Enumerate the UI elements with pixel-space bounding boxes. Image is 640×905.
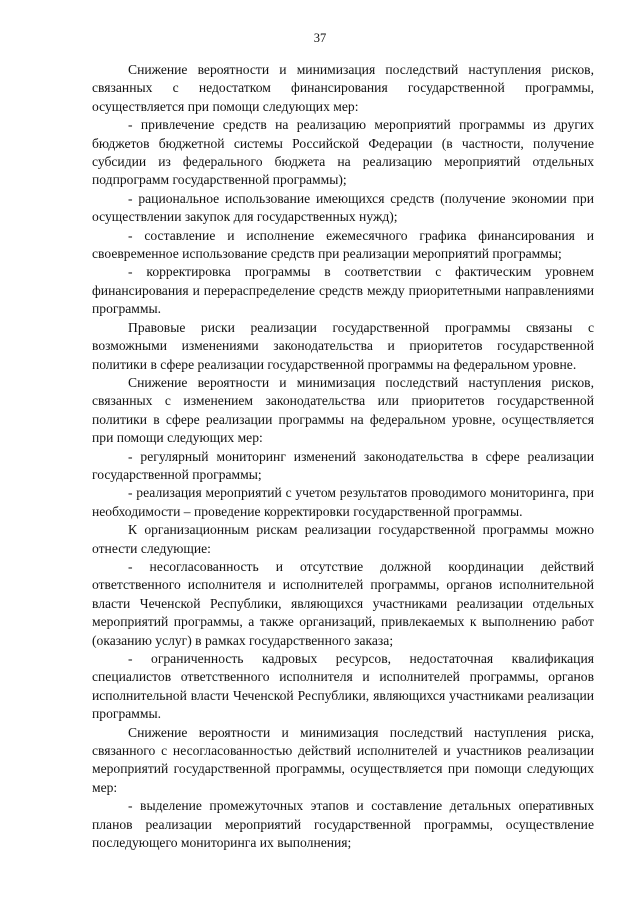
paragraph: Снижение вероятности и минимизация последствий наступления рисков, связанных с изменением законодательства или приоритетов государственной политики в сфере реализации программы на федеральном уровне, осуществляется при помощи следующих мер: (92, 374, 594, 446)
paragraph: Правовые риски реализации государственной программы связаны с возможными изменениями законодательства и приоритетов государственной политики в сфере реализации государственной программы на федеральном уровне. (92, 319, 594, 372)
list-item: - несогласованность и отсутствие должной координации действий ответственного исполнителя и исполнителей программы, органов исполнительной власти Чеченской Республики, являющихся участниками реализации отдельных мероприятий программы, а также организаций, привлекаемых к выполнению работ (оказанию услуг) в рамках государственного заказа; (92, 558, 594, 648)
list-item: - привлечение средств на реализацию мероприятий программы из других бюджетов бюджетной системы Российской Федерации (в частности, получение субсидии из федерального бюджета на реализацию мероприятий отдельных подпрограмм государственной программы); (92, 117, 594, 188)
page-number: 37 (313, 31, 327, 45)
list-item: - выделение промежуточных этапов и составление детальных оперативных планов реализации мероприятий государственной программы, осуществление последующего мониторинга их выполнения; (92, 798, 594, 851)
paragraph: К организационным рискам реализации государственной программы можно отнести следующие: (92, 522, 594, 556)
list-item: - корректировка программы в соответствии с фактическим уровнем финансирования и перераспределение средств между приоритетными направлениями программы. (92, 264, 594, 317)
list-item: - регулярный мониторинг изменений законодательства в сфере реализации государственной программы; (92, 448, 594, 482)
paragraph: Снижение вероятности и минимизация последствий наступления рисков, связанных с недостатком финансирования государственной программы, осуществляется при помощи следующих мер: (92, 62, 594, 114)
body-text (92, 61, 594, 852)
list-item: - рациональное использование имеющихся средств (получение экономии при осуществлении закупок для государственных нужд); (92, 190, 594, 225)
list-item: - составление и исполнение ежемесячного графика финансирования и своевременное использование средств при реализации мероприятий программы; (92, 227, 594, 262)
paragraph: Снижение вероятности и минимизация последствий наступления риска, связанного с несогласованностью действий исполнителей и участников реализации мероприятий государственной программы, осуществляется при помощи следующих мер: (92, 724, 594, 795)
list-item: - реализация мероприятий с учетом результатов проводимого мониторинга, при необходимости – проведение корректировки государственной программы. (92, 485, 594, 519)
list-item: - ограниченность кадровых ресурсов, недостаточная квалификация специалистов ответственного исполнителя и исполнителей программы, органов исполнительной власти Чеченской Республики, являющихся участниками реализации программы. (92, 651, 594, 722)
